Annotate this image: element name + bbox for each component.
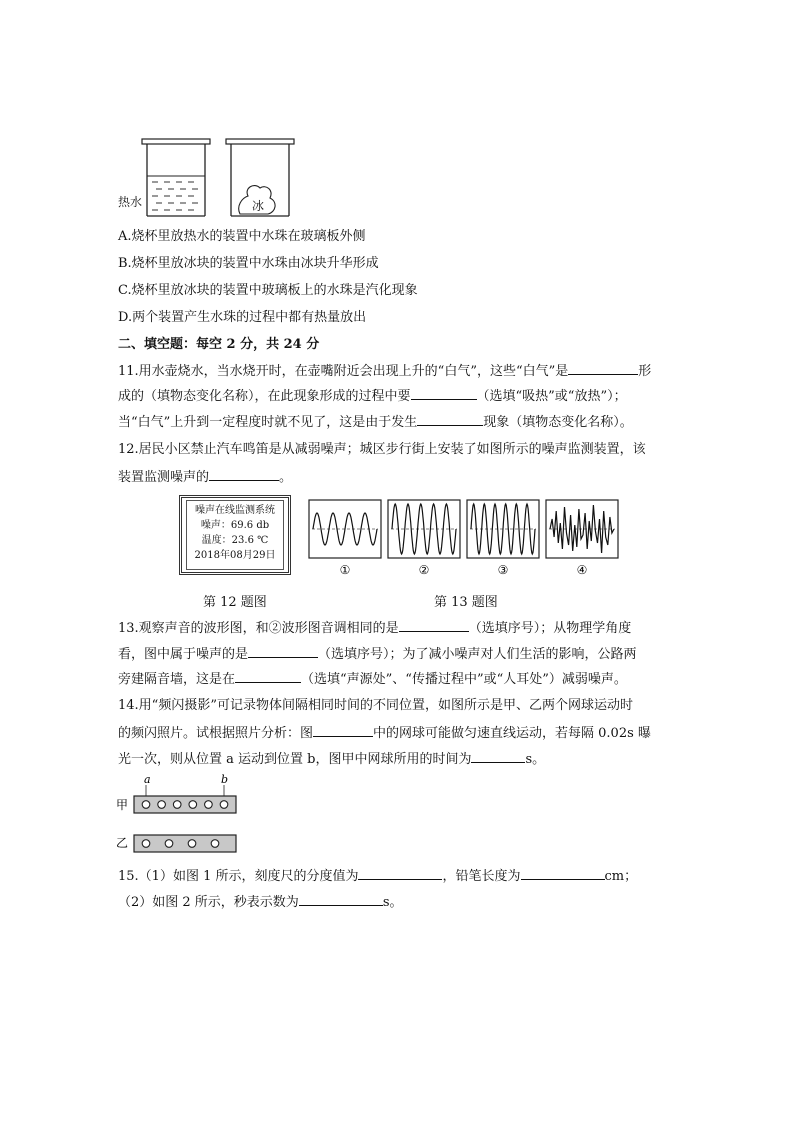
q12-line-2: 装置监测噪声的 。 — [118, 467, 292, 487]
jia-ball-3 — [173, 801, 181, 809]
yi-ball-2 — [165, 840, 173, 848]
yi-ball-3 — [188, 840, 196, 848]
waveform-label-1: ① — [339, 563, 351, 577]
q11-line-1: 11.用水壶烧水，当水烧开时，在壶嘴附近会出现上升的“白气”，这些“白气”是 形 — [118, 361, 651, 381]
yi-ball-1 — [142, 840, 150, 848]
section-title: 二、填空题：每空 2 分，共 24 分 — [118, 337, 320, 352]
q14-blank-2[interactable] — [471, 749, 525, 763]
label-b: b — [221, 774, 229, 786]
q11-blank-2[interactable] — [411, 386, 477, 400]
q11-line-3: 当“白气”上升到一定程度时就不见了，这是由于发生 现象（填物态变化名称）。 — [118, 412, 633, 432]
q12-line-1: 12.居民小区禁止汽车鸣笛是从减弱噪声；城区步行街上安装了如图所示的噪声监测装置，该 — [118, 442, 646, 457]
q14-line-3: 光一次，则从位置 a 运动到位置 b，图甲中网球所用的时间为 s。 — [118, 749, 545, 769]
q15-line-2: （2）如图 2 所示，秒表示数为 s。 — [118, 892, 402, 912]
q13-blank-2[interactable] — [248, 644, 318, 658]
strobe-figure — [114, 774, 244, 854]
jia-ball-4 — [189, 801, 197, 809]
waveform-label-2: ② — [418, 563, 430, 577]
label-yi: 乙 — [116, 836, 129, 850]
label-jia: 甲 — [116, 798, 129, 812]
q11-blank-3[interactable] — [417, 412, 483, 426]
waveform-label-3: ③ — [497, 563, 509, 577]
q14-blank-1[interactable] — [313, 723, 373, 737]
q13-blank-1[interactable] — [399, 618, 469, 632]
q15-line-1: 15.（1）如图 1 所示，刻度尺的分度值为 ，铅笔长度为 cm； — [118, 866, 637, 886]
q15-blank-2[interactable] — [521, 866, 605, 880]
q15-blank-1[interactable] — [358, 866, 442, 880]
monitor-noise: 噪声：69.6 db — [200, 520, 270, 531]
option-b: B.烧杯里放冰块的装置中水珠由冰块升华形成 — [118, 256, 379, 271]
waveforms-figure — [308, 498, 624, 580]
q13-line-3: 旁建隔音墙，这是在 （选填“声源处”、“传播过程中”或“人耳处”）减弱噪声。 — [118, 669, 627, 689]
option-c: C.烧杯里放冰块的装置中玻璃板上的水珠是汽化现象 — [118, 283, 418, 298]
q13-blank-3[interactable] — [235, 669, 301, 683]
q14-line-1: 14.用“频闪摄影”可记录物体间隔相同时间的不同位置，如图所示是甲、乙两个网球运动时 — [118, 698, 633, 713]
jia-ball-5 — [205, 801, 213, 809]
q15-blank-3[interactable] — [299, 892, 383, 906]
option-d: D.两个装置产生水珠的过程中都有热量放出 — [118, 310, 367, 325]
caption-fig13: 第 13 题图 — [434, 595, 498, 610]
jia-ball-1 — [142, 801, 150, 809]
q11-blank-1[interactable] — [568, 361, 638, 375]
label-a: a — [144, 774, 151, 786]
ice-label: 冰 — [252, 199, 265, 213]
option-a: A.烧杯里放热水的装置中水珠在玻璃板外侧 — [118, 229, 366, 244]
noise-monitor-display — [179, 495, 291, 575]
jia-ball-6 — [220, 801, 228, 809]
q14-line-2: 的频闪照片。试根据照片分析：图 中的网球可能做匀速直线运动，若每隔 0.02s 曝 — [118, 723, 651, 743]
q12-blank[interactable] — [209, 467, 279, 481]
monitor-date: 2018年08月29日 — [194, 550, 276, 561]
hot-water-beaker — [142, 139, 210, 216]
monitor-title: 噪声在线监测系统 — [195, 505, 275, 516]
yi-ball-4 — [211, 840, 219, 848]
jia-ball-2 — [158, 801, 166, 809]
monitor-temp: 温度：23.6 ℃ — [201, 535, 269, 546]
q13-line-1: 13.观察声音的波形图，和②波形图音调相同的是 （选填序号）；从物理学角度 — [118, 618, 631, 638]
q13-line-2: 看，图中属于噪声的是 （选填序号）；为了减小噪声对人们生活的影响，公路两 — [118, 644, 637, 664]
waveform-label-4: ④ — [576, 563, 588, 577]
caption-fig12: 第 12 题图 — [203, 595, 267, 610]
q11-line-2: 成的（填物态变化名称），在此现象形成的过程中要 （选填“吸热”或“放热”）； — [118, 386, 627, 406]
beakers-figure — [112, 136, 312, 220]
hot-water-label: 热水 — [118, 195, 143, 209]
